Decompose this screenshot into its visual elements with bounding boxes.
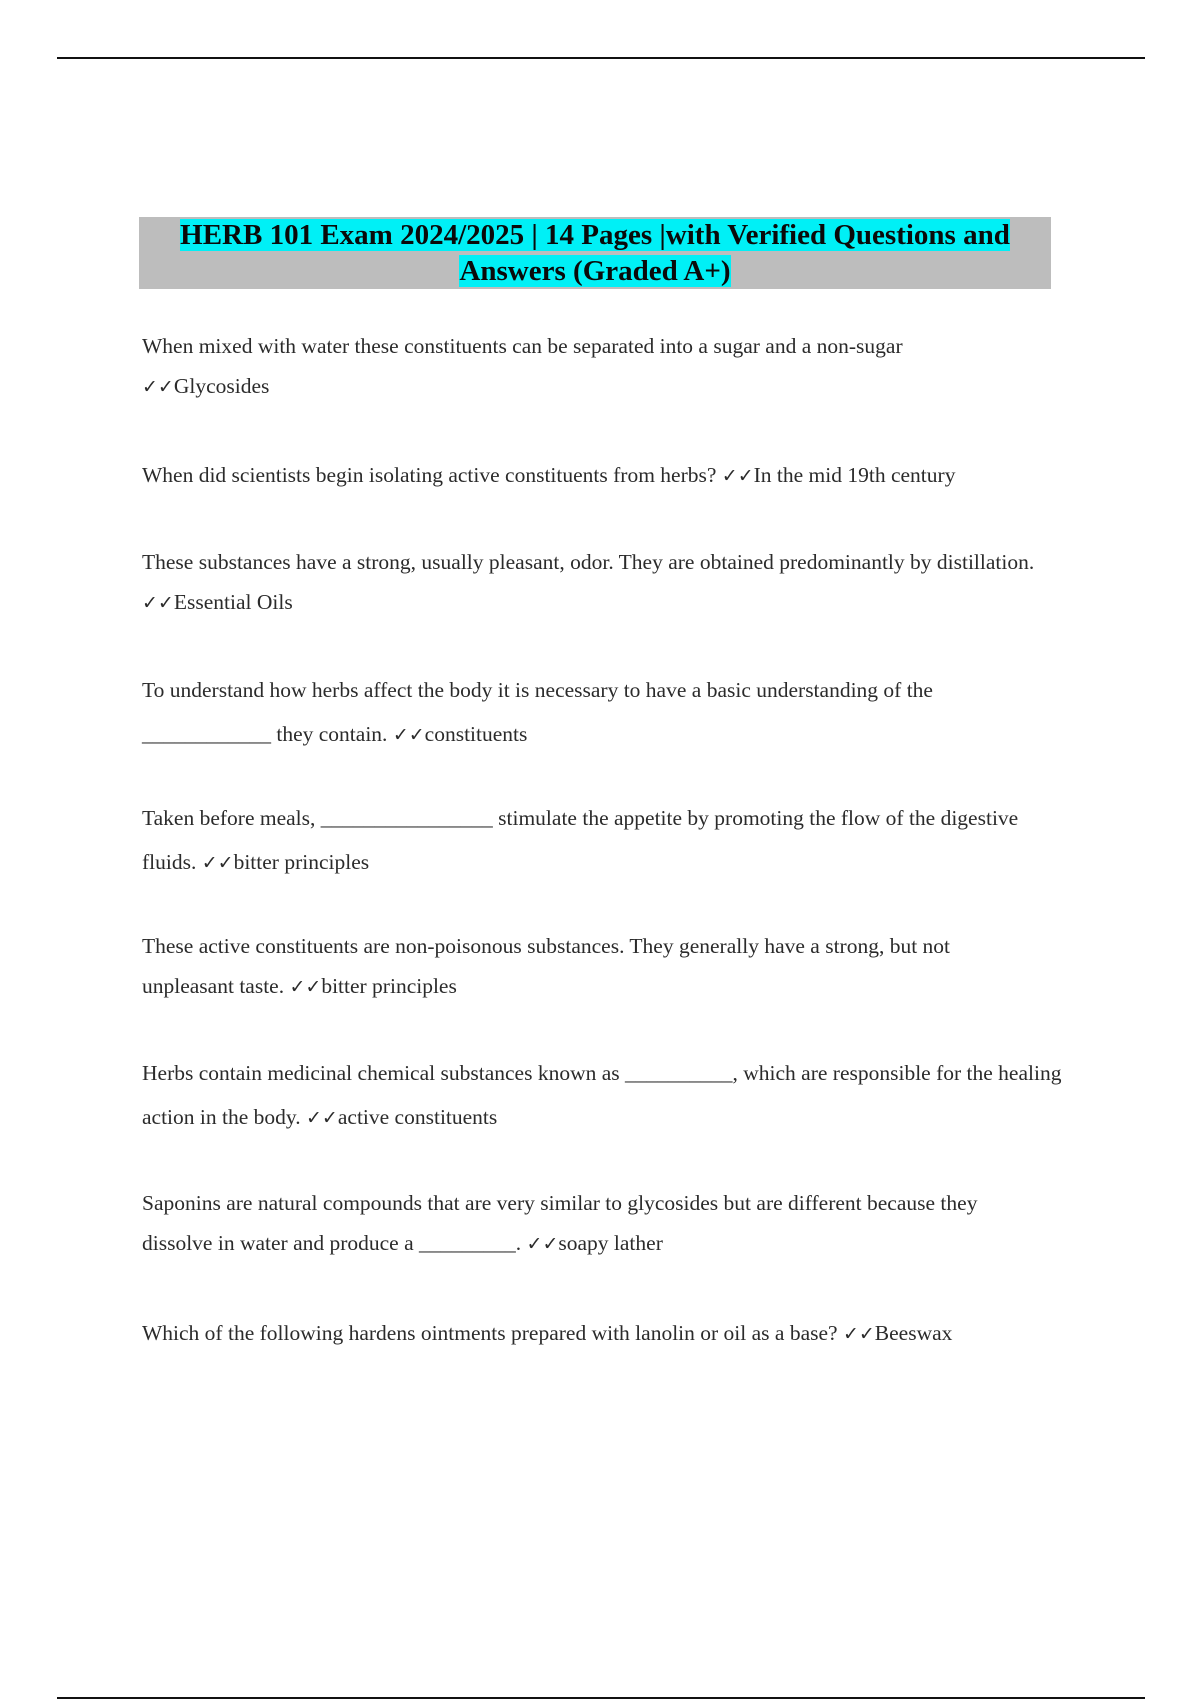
answer-text: bitter principles — [321, 974, 457, 998]
check-icon: ✓✓ — [289, 976, 322, 998]
check-icon: ✓✓ — [306, 1107, 338, 1129]
answer-text: active constituents — [337, 1105, 498, 1129]
question-text: These substances have a strong, usually pleasant, odor. They are obtained predominantly by distillation. — [142, 550, 1035, 574]
title-line-2: Answers (Graded A+) — [459, 255, 731, 287]
question-text: These active constituents are non-poisonous substances. They generally have a strong, but not unpleasant taste. — [142, 934, 951, 998]
title-line-1: HERB 101 Exam 2024/2025 | 14 Pages |with Verified Questions and — [180, 219, 1010, 251]
answer-text: Glycosides — [173, 374, 270, 398]
check-icon: ✓✓ — [526, 1233, 559, 1255]
check-icon: ✓✓ — [142, 376, 174, 398]
question-text: Saponins are natural compounds that are very similar to glycosides but are different because they dissolve in water and produce a _________. — [142, 1191, 978, 1255]
check-icon: ✓✓ — [142, 592, 174, 614]
question-text: Herbs contain medicinal chemical substances known as __________, which are responsible for the healing action in the body. — [142, 1061, 1062, 1129]
qa-item — [142, 1051, 1082, 1140]
question-text: To understand how herbs affect the body it is necessary to have a basic understanding of the ____________ they contain. — [142, 678, 933, 746]
qa-item — [142, 455, 1082, 496]
qa-item — [142, 326, 1002, 407]
question-text: Taken before meals, ________________ stimulate the appetite by promoting the flow of the digestive fluids. — [142, 806, 1019, 874]
answer-text: soapy lather — [558, 1231, 663, 1255]
check-icon: ✓✓ — [392, 724, 425, 746]
question-text: Which of the following hardens ointments prepared with lanolin or oil as a base? — [142, 1321, 843, 1345]
question-text: When mixed with water these constituents can be separated into a sugar and a non-sugar — [142, 334, 903, 358]
document-title — [139, 217, 1051, 289]
answer-text: In the mid 19th century — [753, 463, 956, 487]
qa-item — [142, 542, 1042, 623]
qa-item — [142, 668, 1032, 757]
check-icon: ✓✓ — [201, 852, 234, 874]
footer-rule — [57, 1697, 1145, 1699]
check-icon: ✓✓ — [842, 1323, 875, 1345]
qa-item — [142, 1183, 1042, 1264]
answer-text: constituents — [424, 722, 528, 746]
qa-item — [142, 796, 1042, 885]
qa-item — [142, 1313, 1082, 1354]
answer-text: bitter principles — [233, 850, 370, 874]
check-icon: ✓✓ — [721, 465, 754, 487]
answer-text: Beeswax — [874, 1321, 953, 1345]
question-text: When did scientists begin isolating active constituents from herbs? — [142, 463, 722, 487]
qa-item — [142, 926, 1022, 1007]
answer-text: Essential Oils — [173, 590, 293, 614]
header-rule — [57, 57, 1145, 59]
